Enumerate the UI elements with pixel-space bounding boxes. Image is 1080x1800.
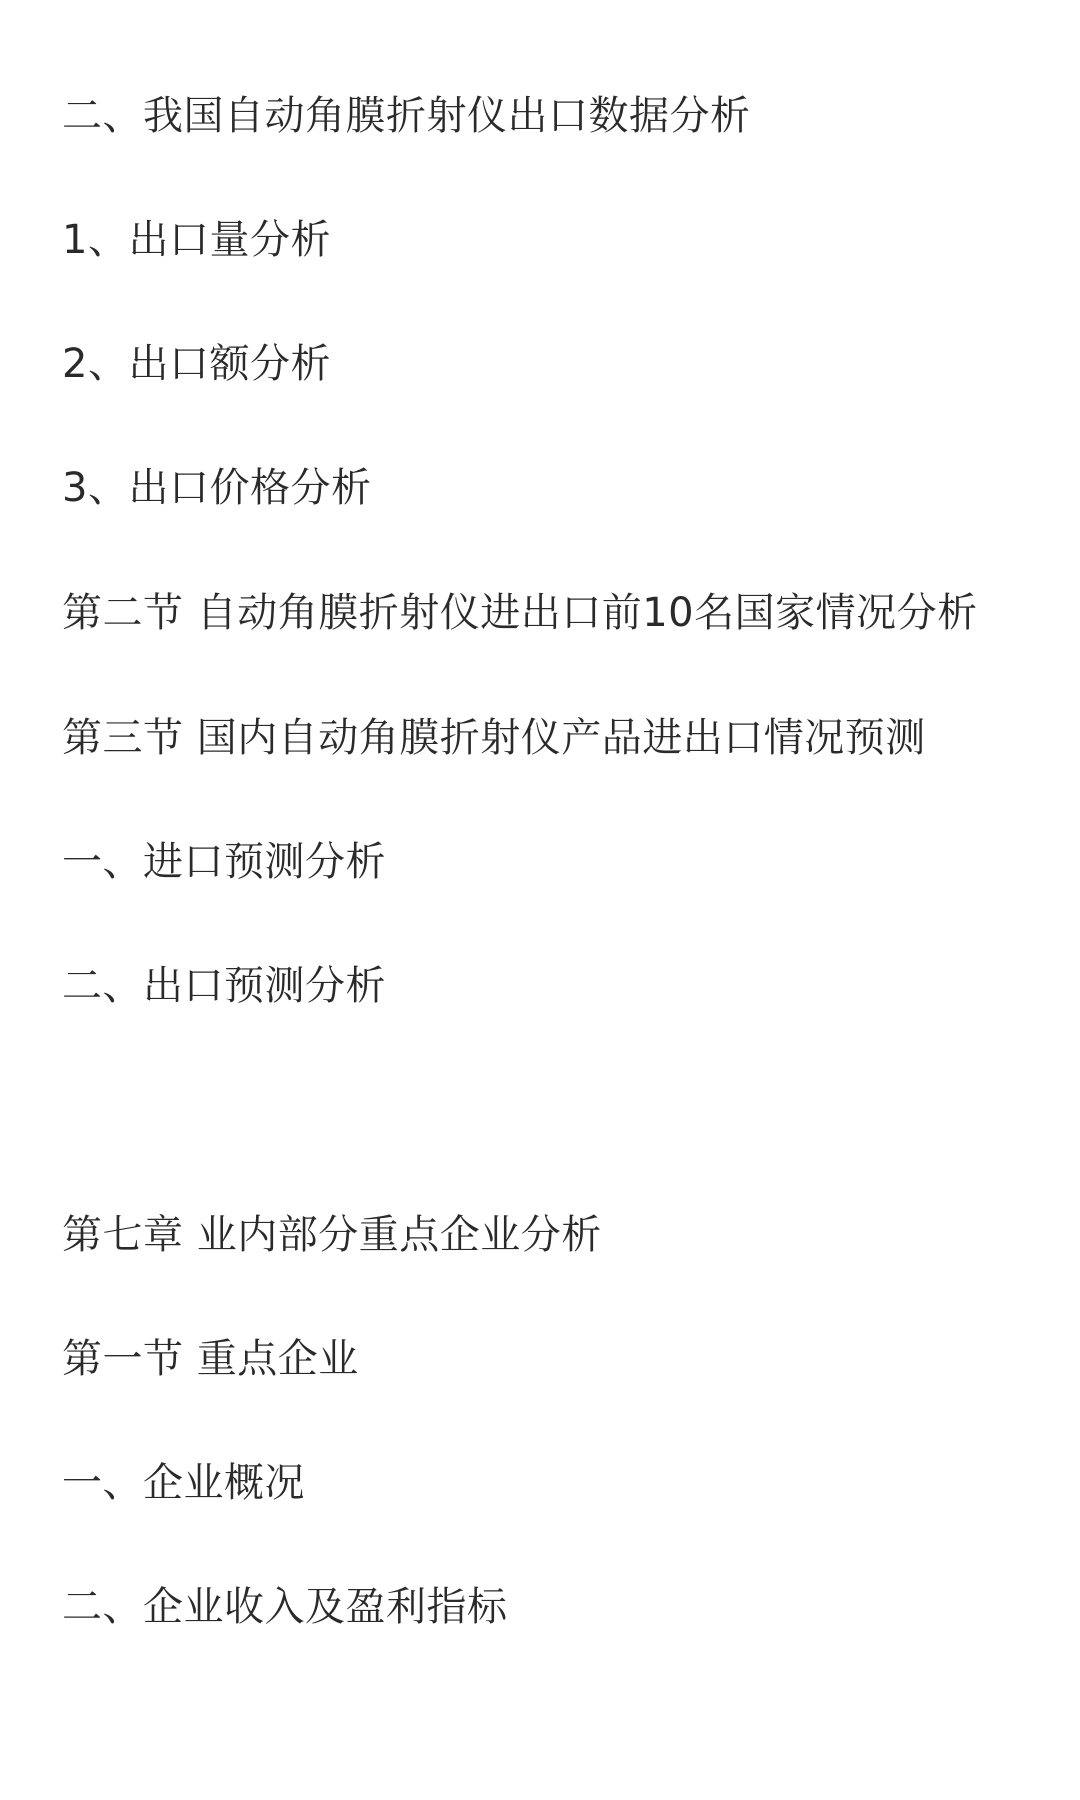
subheading-revenue-profit: 二、企业收入及盈利指标 <box>62 1584 508 1630</box>
subheading-export-data-analysis: 二、我国自动角膜折射仪出口数据分析 <box>62 93 751 139</box>
section-heading-key-companies: 第一节 重点企业 <box>62 1336 359 1382</box>
item-export-volume-analysis: 1、出口量分析 <box>62 217 331 263</box>
subheading-import-forecast: 一、进口预测分析 <box>62 839 386 885</box>
section-heading-forecast: 第三节 国内自动角膜折射仪产品进出口情况预测 <box>62 715 926 761</box>
subheading-company-overview: 一、企业概况 <box>62 1460 305 1506</box>
chapter-heading-key-companies: 第七章 业内部分重点企业分析 <box>62 1212 602 1258</box>
item-export-price-analysis: 3、出口价格分析 <box>62 465 372 511</box>
item-export-value-analysis: 2、出口额分析 <box>62 341 331 387</box>
section-heading-top10-countries: 第二节 自动角膜折射仪进出口前10名国家情况分析 <box>62 590 978 636</box>
subheading-export-forecast: 二、出口预测分析 <box>62 963 386 1009</box>
